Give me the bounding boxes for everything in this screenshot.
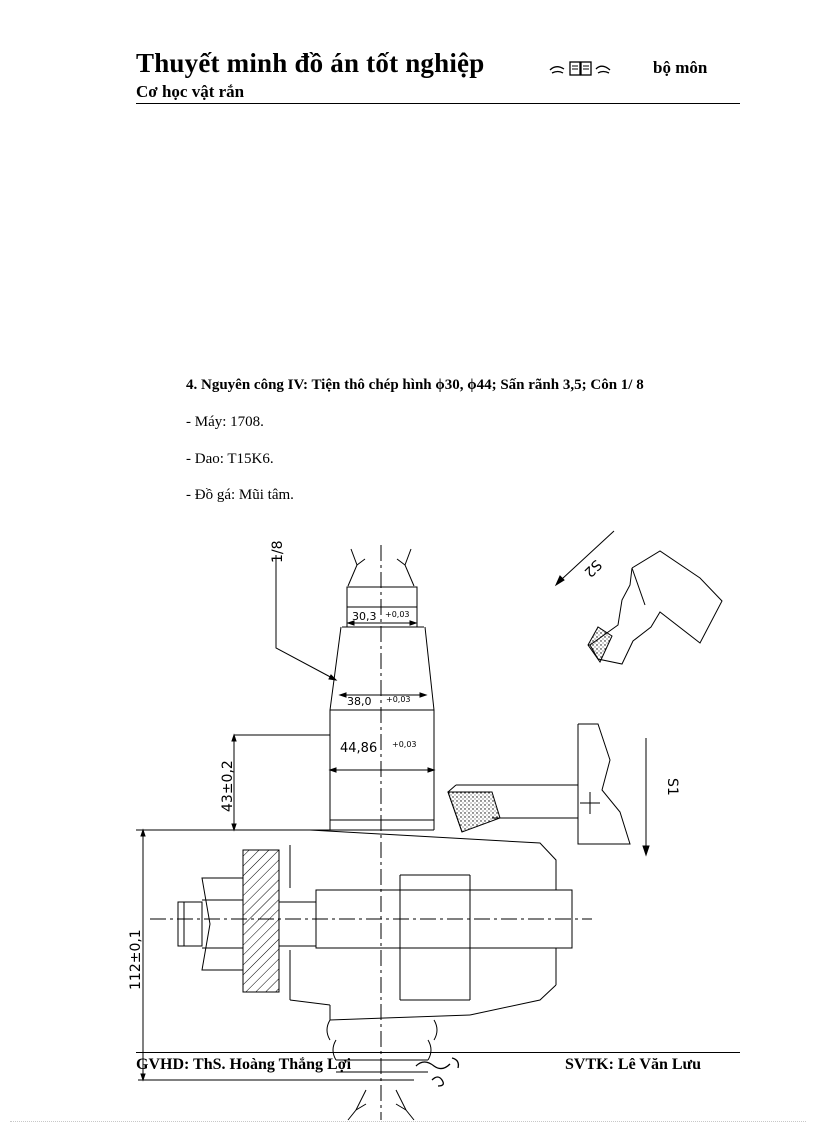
copying-tool — [588, 551, 722, 664]
document-subtitle: Cơ học vật rắn — [136, 82, 245, 101]
dim-30-tolerance: +0,03 — [385, 610, 410, 619]
dim-30-label: 30,3 — [352, 610, 377, 623]
tool-holder — [578, 724, 630, 844]
book-ornament-icon — [548, 58, 614, 80]
spec-machine: - Máy: 1708. — [186, 414, 264, 430]
turning-tool — [448, 785, 578, 832]
footer-advisor: GVHD: ThS. Hoàng Thắng Lợi — [136, 1056, 352, 1073]
fixture-body — [290, 830, 556, 1020]
dim-43-line — [232, 735, 330, 830]
dim-44-label: 44,86 — [340, 741, 378, 756]
footer-divider — [136, 1052, 740, 1053]
dim-43-label: 43±0,2 — [220, 760, 236, 812]
dim-112-label: 112±0,1 — [128, 929, 144, 990]
feed-s2-label: S2 — [580, 556, 605, 581]
taper-leader — [276, 555, 336, 680]
header-divider — [136, 103, 740, 104]
page-bottom-dotted-line — [10, 1121, 806, 1122]
dim-44-tolerance: +0,03 — [392, 740, 417, 749]
feed-arrow-s2 — [556, 531, 614, 585]
spec-tool: - Dao: T15K6. — [186, 451, 274, 467]
machining-drawing — [0, 510, 816, 1123]
feed-s1-label: S1 — [664, 778, 680, 796]
department-label: bộ môn — [653, 58, 708, 77]
section-heading: 4. Nguyên công IV: Tiện thô chép hình ϕ30, ϕ44; Sấn rãnh 3,5; Côn 1/ 8 — [186, 377, 644, 393]
feed-arrow-s1 — [643, 738, 649, 855]
hex-nut — [202, 878, 243, 970]
dim-44-line — [330, 768, 434, 772]
footer-ornament-icon — [412, 1054, 470, 1088]
dim-38-tolerance: +0,03 — [386, 695, 411, 704]
dim-38-label: 38,0 — [347, 695, 372, 708]
spec-fixture: - Đồ gá: Mũi tâm. — [186, 487, 294, 503]
taper-label: 1/8 — [270, 540, 286, 563]
hatched-washer — [243, 850, 279, 992]
document-title: Thuyết minh đồ án tốt nghiệp — [136, 48, 485, 78]
footer-student: SVTK: Lê Văn Lưu — [565, 1056, 702, 1073]
